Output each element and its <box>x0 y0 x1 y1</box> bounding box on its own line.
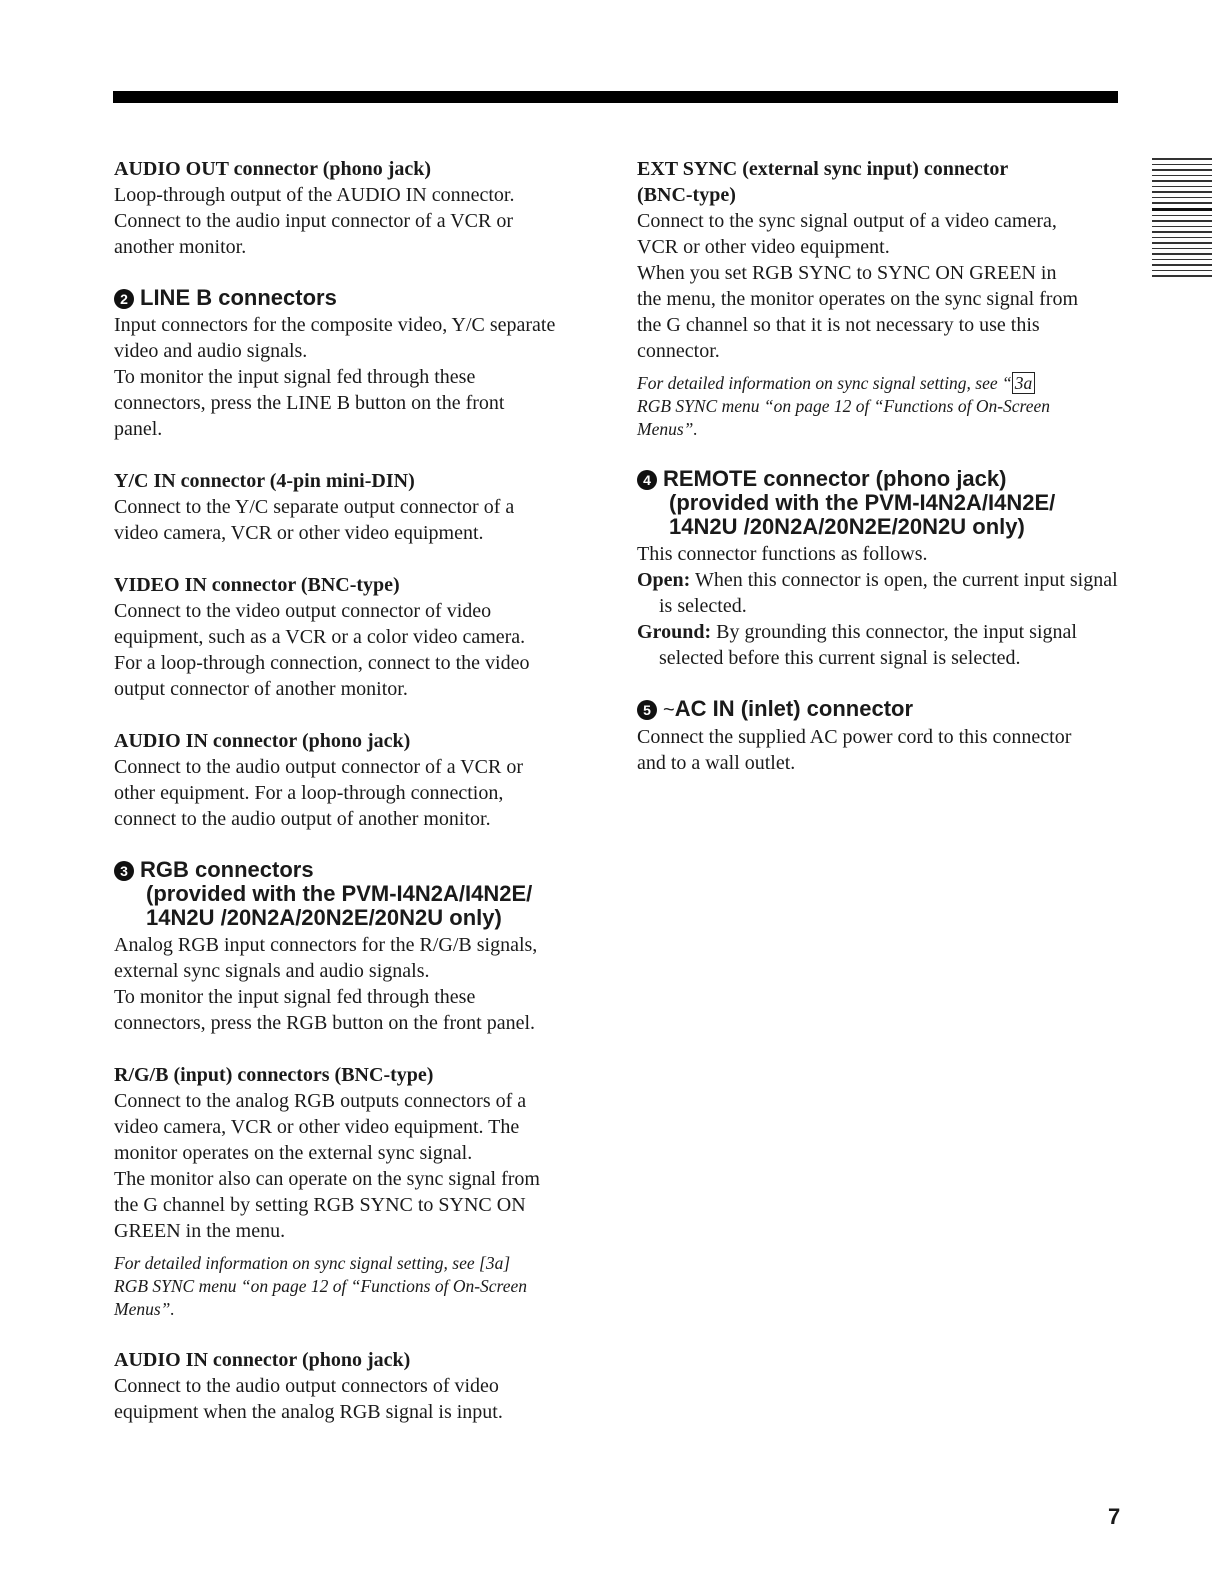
index-rule <box>1152 275 1212 277</box>
ext-sync-line: the menu, the monitor operates on the sync signal from <box>637 288 1079 310</box>
index-rule <box>1152 253 1212 255</box>
rgb-input-line: monitor operates on the external sync signal. <box>114 1142 473 1164</box>
remote-heading <box>637 467 1127 539</box>
open-label: Open: <box>637 569 691 591</box>
index-rule <box>1152 215 1212 217</box>
note-line: Menus”. <box>114 1299 175 1319</box>
ac-in-section <box>637 697 1127 776</box>
index-rule <box>1152 259 1212 261</box>
number-4-icon: 4 <box>637 470 657 490</box>
rgb-input-line: GREEN in the menu. <box>114 1220 286 1242</box>
rgb-input-title: R/G/B (input) connectors (BNC-type) <box>114 1064 434 1086</box>
video-in-line: output connector of another monitor. <box>114 678 408 700</box>
index-rule <box>1152 248 1212 250</box>
menu-ref-box: 3a <box>1012 372 1036 394</box>
rgb-section <box>114 858 604 1036</box>
index-rule <box>1152 191 1212 193</box>
rgb-input-line: video camera, VCR or other video equipment. The <box>114 1116 520 1138</box>
header-rule <box>113 91 1118 103</box>
ac-in-line: Connect the supplied AC power cord to this connector <box>637 726 1072 748</box>
rgb-heading-cont: 14N2U /20N2A/20N2E/20N2U only) <box>146 905 502 930</box>
open-text: When this connector is open, the current input signal is selected. <box>659 569 1118 617</box>
remote-ground-item <box>637 619 1127 671</box>
rgb-line: connectors, press the RGB button on the front panel. <box>114 1012 536 1034</box>
line-b-line: Input connectors for the composite video, Y/C separate <box>114 314 556 336</box>
index-rule <box>1152 242 1212 244</box>
ext-sync-title-cont: (BNC-type) <box>637 184 736 206</box>
index-rule <box>1152 164 1212 166</box>
audio-in-line: Connect to the audio output connector of a VCR or <box>114 756 523 778</box>
yc-in-section <box>114 468 604 546</box>
page-number: 7 <box>1108 1504 1121 1529</box>
ac-wave-icon: ~ <box>663 699 675 721</box>
index-rule <box>1152 270 1212 272</box>
right-column <box>637 156 1127 776</box>
line-b-line: connectors, press the LINE B button on the front <box>114 392 505 414</box>
line-b-line: panel. <box>114 418 163 440</box>
note-text: For detailed information on sync signal setting, see “ <box>637 373 1012 393</box>
rgb-line: To monitor the input signal fed through these <box>114 986 476 1008</box>
yc-in-title: Y/C IN connector (4-pin mini-DIN) <box>114 470 415 492</box>
note-line: Menus”. <box>637 419 698 439</box>
rgb-input-line: The monitor also can operate on the sync signal from <box>114 1168 540 1190</box>
ext-sync-line: connector. <box>637 340 720 362</box>
note-line <box>637 372 1127 395</box>
index-rule <box>1152 237 1212 239</box>
line-b-line: video and audio signals. <box>114 340 308 362</box>
video-in-line: Connect to the video output connector of video <box>114 600 492 622</box>
ext-sync-note <box>637 372 1127 441</box>
index-rule-active <box>1152 208 1212 211</box>
remote-intro: This connector functions as follows. <box>637 543 928 565</box>
ext-sync-line: VCR or other video equipment. <box>637 236 890 258</box>
audio-out-line: Connect to the audio input connector of a VCR or <box>114 210 513 232</box>
audio-out-line: another monitor. <box>114 236 247 258</box>
index-rule <box>1152 231 1212 233</box>
ground-text: By grounding this connector, the input signal selected before this current signal is selected. <box>659 621 1077 669</box>
ext-sync-line: Connect to the sync signal output of a video camera, <box>637 210 1057 232</box>
audio-in-line: connect to the audio output of another monitor. <box>114 808 491 830</box>
remote-open-item <box>637 567 1127 619</box>
audio-in-section <box>114 728 604 832</box>
video-in-section <box>114 572 604 702</box>
audio-out-title: AUDIO OUT connector (phono jack) <box>114 158 432 180</box>
rgb-line: external sync signals and audio signals. <box>114 960 430 982</box>
audio-in-rgb-title: AUDIO IN connector (phono jack) <box>114 1349 411 1371</box>
note-line: For detailed information on sync signal setting, see [3a] <box>114 1253 511 1273</box>
ext-sync-section <box>637 156 1127 441</box>
index-rule <box>1152 175 1212 177</box>
ext-sync-line: When you set RGB SYNC to SYNC ON GREEN in <box>637 262 1057 284</box>
video-in-line: For a loop-through connection, connect to the video <box>114 652 530 674</box>
index-rule <box>1152 264 1212 266</box>
rgb-input-note <box>114 1252 604 1321</box>
rgb-line: Analog RGB input connectors for the R/G/B signals, <box>114 934 538 956</box>
index-rule <box>1152 197 1212 199</box>
rgb-heading-cont: (provided with the PVM-I4N2A/I4N2E/ <box>146 881 533 906</box>
audio-in-rgb-line: equipment when the analog RGB signal is input. <box>114 1401 503 1423</box>
rgb-heading-text: RGB connectors <box>140 857 314 882</box>
number-5-icon: 5 <box>637 700 657 720</box>
rgb-input-line: the G channel by setting RGB SYNC to SYNC ON <box>114 1194 526 1216</box>
index-rule <box>1152 169 1212 171</box>
ac-in-heading <box>637 697 1127 722</box>
video-in-title: VIDEO IN connector (BNC-type) <box>114 574 400 596</box>
ac-in-heading-text: AC IN (inlet) connector <box>674 696 914 721</box>
index-rule <box>1152 226 1212 228</box>
line-b-line: To monitor the input signal fed through these <box>114 366 476 388</box>
note-line: RGB SYNC menu “on page 12 of “Functions of On-Screen <box>637 396 1051 416</box>
left-column <box>114 156 604 1425</box>
index-rule <box>1152 158 1212 160</box>
section-index-tabs <box>1152 158 1212 281</box>
number-3-icon: 3 <box>114 861 134 881</box>
yc-in-line: Connect to the Y/C separate output connector of a <box>114 496 515 518</box>
remote-heading-cont: 14N2U /20N2A/20N2E/20N2U only) <box>669 514 1025 539</box>
index-rule <box>1152 220 1212 222</box>
index-rule <box>1152 202 1212 204</box>
ext-sync-title: EXT SYNC (external sync input) connector <box>637 158 1009 180</box>
audio-in-line: other equipment. For a loop-through connection, <box>114 782 504 804</box>
audio-in-title: AUDIO IN connector (phono jack) <box>114 730 411 752</box>
remote-heading-text: REMOTE connector (phono jack) <box>663 466 1007 491</box>
rgb-heading <box>114 858 604 930</box>
index-rule <box>1152 186 1212 188</box>
rgb-input-section <box>114 1062 604 1321</box>
note-line: RGB SYNC menu “on page 12 of “Functions of On-Screen <box>114 1276 528 1296</box>
audio-out-section <box>114 156 604 260</box>
remote-heading-cont: (provided with the PVM-I4N2A/I4N2E/ <box>669 490 1056 515</box>
audio-in-rgb-section <box>114 1347 604 1425</box>
yc-in-line: video camera, VCR or other video equipment. <box>114 522 484 544</box>
audio-out-line: Loop-through output of the AUDIO IN connector. <box>114 184 515 206</box>
audio-in-rgb-line: Connect to the audio output connectors of video <box>114 1375 499 1397</box>
remote-section <box>637 467 1127 671</box>
ext-sync-line: the G channel so that it is not necessary to use this <box>637 314 1040 336</box>
line-b-section <box>114 286 604 442</box>
video-in-line: equipment, such as a VCR or a color video camera. <box>114 626 526 648</box>
ground-label: Ground: <box>637 621 712 643</box>
rgb-input-line: Connect to the analog RGB outputs connectors of a <box>114 1090 527 1112</box>
line-b-heading <box>114 286 604 310</box>
index-rule <box>1152 180 1212 182</box>
number-2-icon: 2 <box>114 289 134 309</box>
line-b-heading-text: LINE B connectors <box>140 285 337 310</box>
ac-in-line: and to a wall outlet. <box>637 752 796 774</box>
